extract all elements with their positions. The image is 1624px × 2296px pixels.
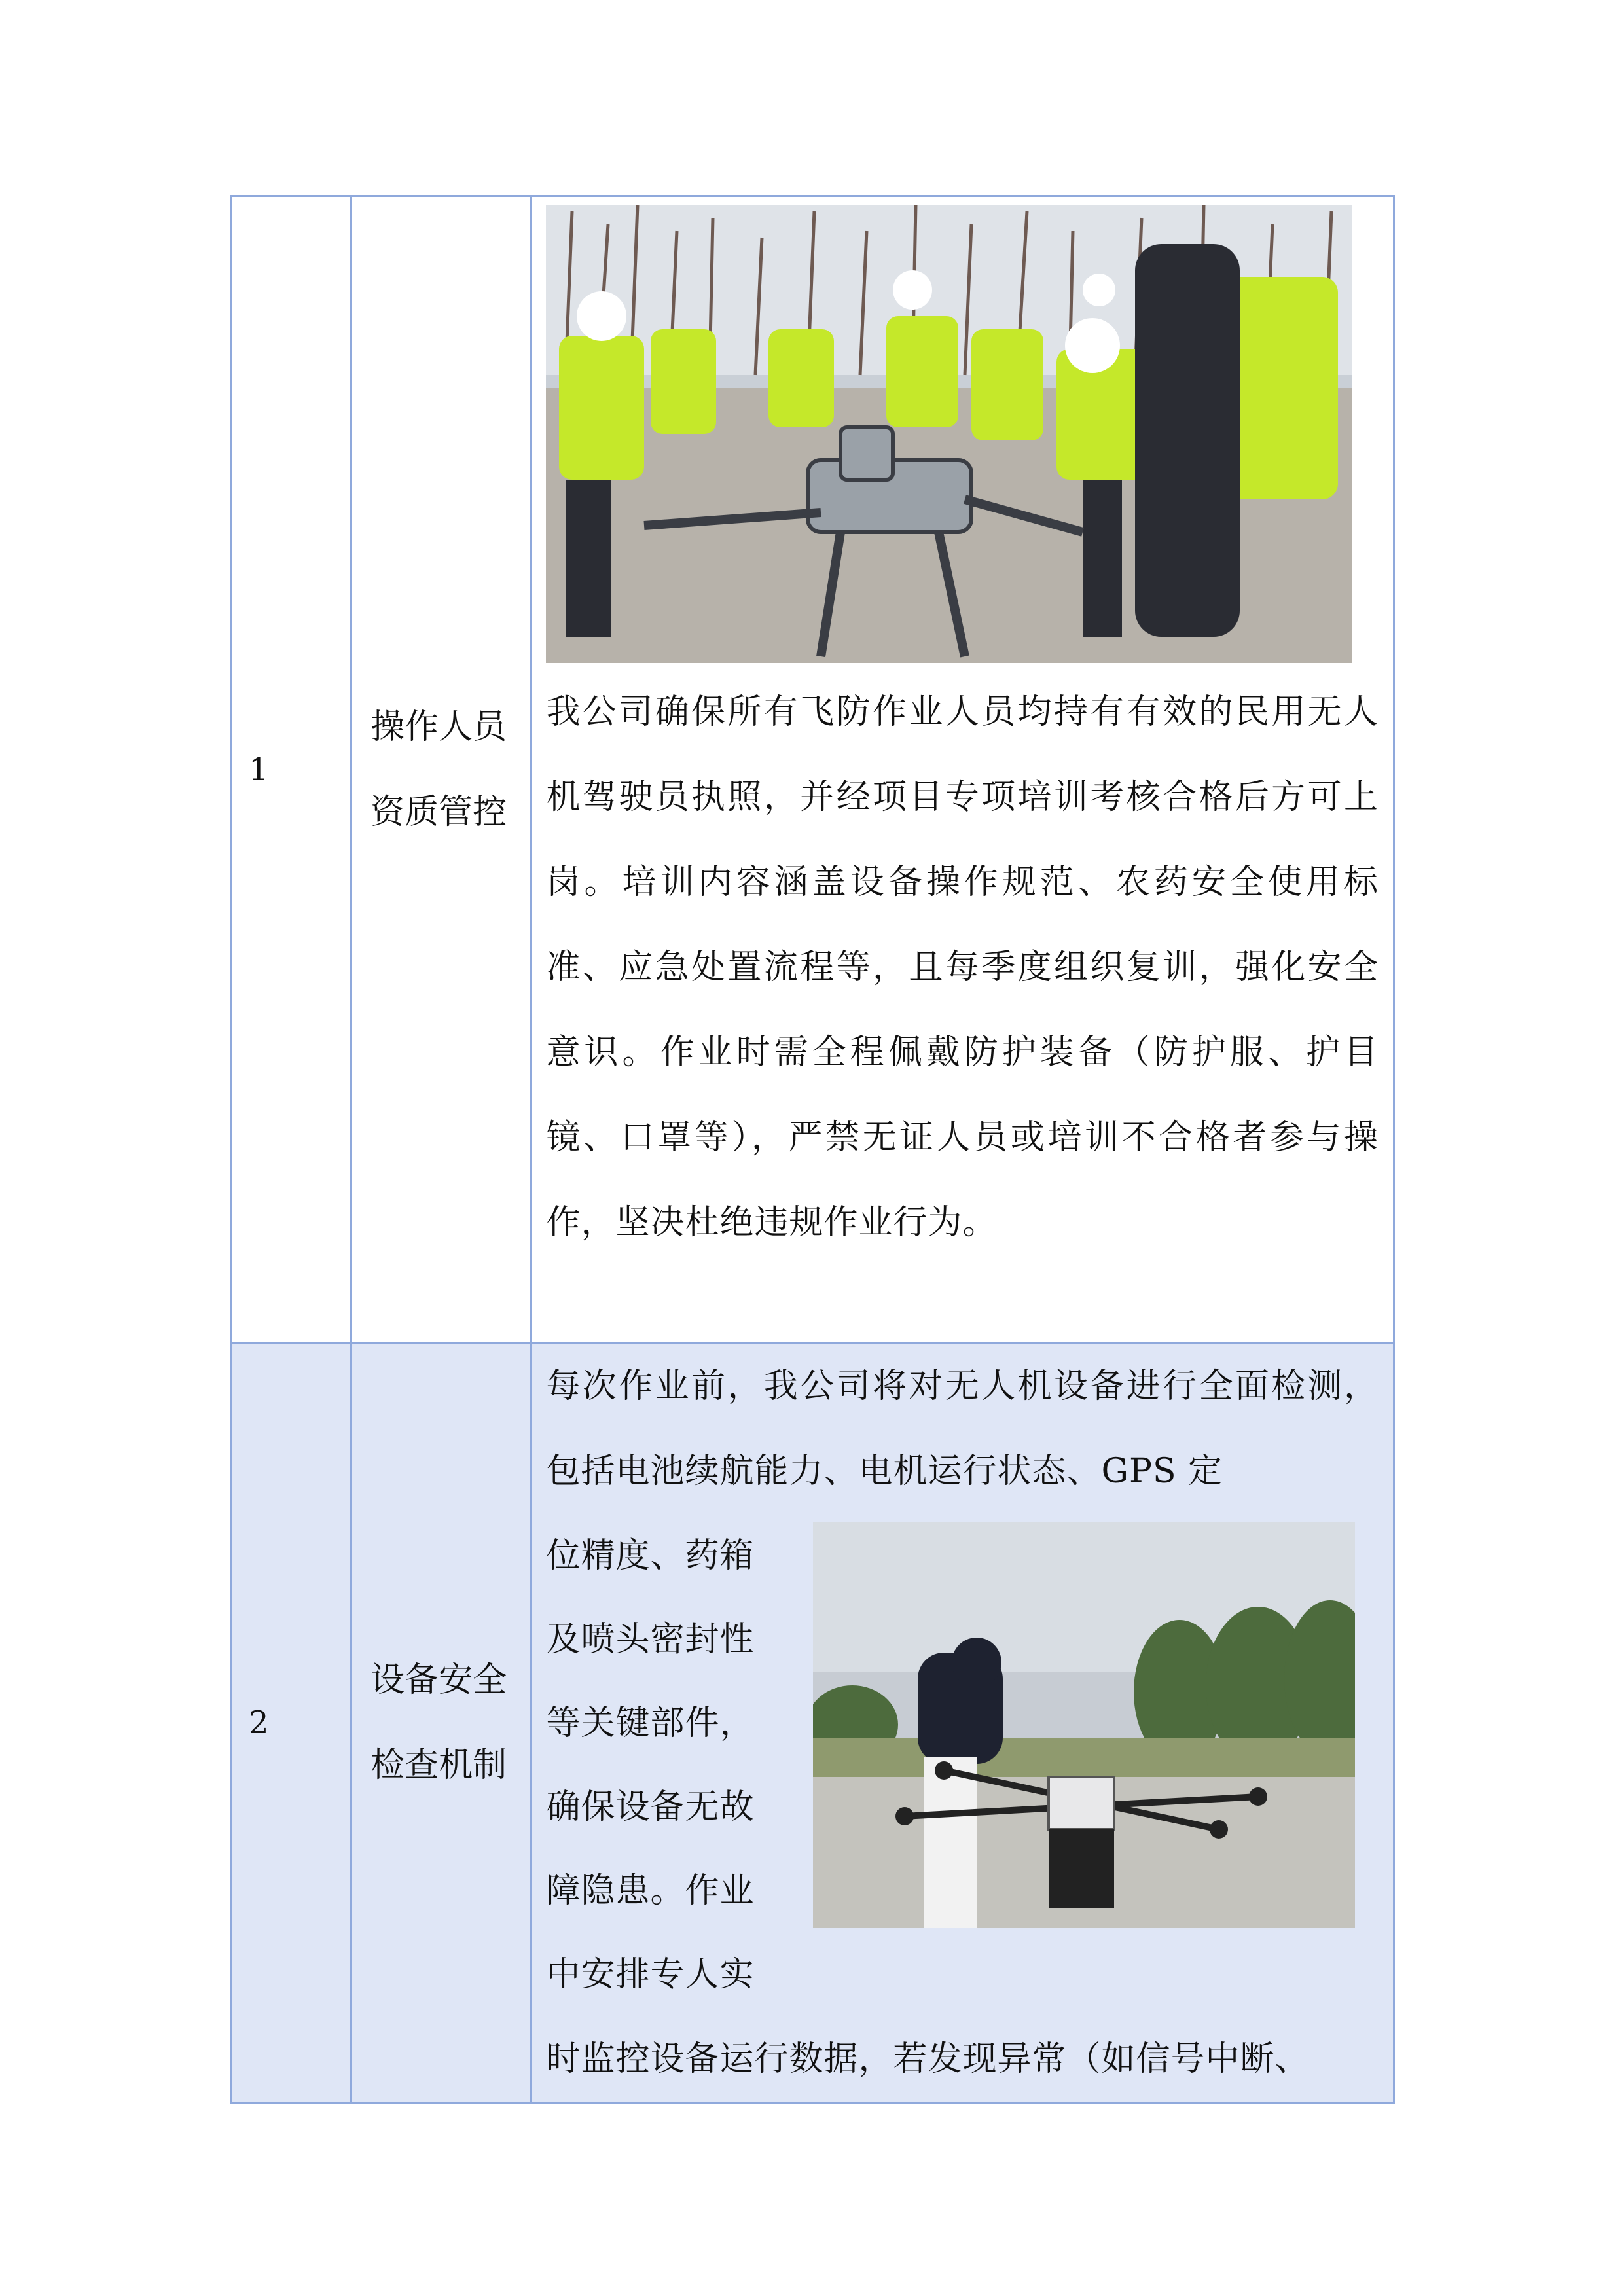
text-with-photo xyxy=(546,1514,1379,2017)
table-row xyxy=(231,196,1394,1343)
content-text-line: 及喷头密封性 xyxy=(546,1620,755,1659)
content-text-side xyxy=(546,1514,808,2017)
item-content xyxy=(531,196,1394,1343)
item-content xyxy=(531,1343,1394,2103)
content-text: 每次作业前，我公司将对无人机设备进行全面检测，包括电池续航能力、电机运行状态、GPS 定 xyxy=(546,1367,1379,1491)
training-photo xyxy=(546,205,1352,663)
item-name-line: 资质管控 xyxy=(370,792,507,832)
content-text-line: 障隐患。作业 xyxy=(546,1871,755,1910)
content-text-line: 中安排专人实 xyxy=(546,1955,755,1994)
row-number: 1 xyxy=(231,196,352,1343)
item-name xyxy=(352,1343,531,2103)
content-text-line: 确保设备无故 xyxy=(546,1787,755,1827)
content-text: 我公司确保所有飞防作业人员均持有有效的民用无人机驾驶员执照，并经项目专项培训考核合格后方可上岗。培训内容涵盖设备操作规范、农药安全使用标准、应急处置流程等，且每季度组织复训，强化安全意识。作业时需全程佩戴防护装备（防护服、护目镜、口罩等），严禁无证人员或培训不合格者参与操作，坚决杜绝违规作业行为。 xyxy=(546,692,1379,1242)
content-text-line: 位精度、药箱 xyxy=(546,1536,755,1575)
item-name-line: 设备安全 xyxy=(370,1660,507,1700)
item-name-line: 操作人员 xyxy=(370,707,507,747)
drone-inspection-photo xyxy=(813,1522,1355,1928)
item-name xyxy=(352,196,531,1343)
content-text: 时监控设备运行数据，若发现异常（如信号中断、 xyxy=(546,2039,1310,2079)
row-number: 2 xyxy=(231,1343,352,2103)
table-row xyxy=(231,1343,1394,2103)
item-name-line: 检查机制 xyxy=(370,1746,507,1785)
content-text-line: 等关键部件， xyxy=(546,1704,755,1743)
content-table xyxy=(230,195,1395,2104)
